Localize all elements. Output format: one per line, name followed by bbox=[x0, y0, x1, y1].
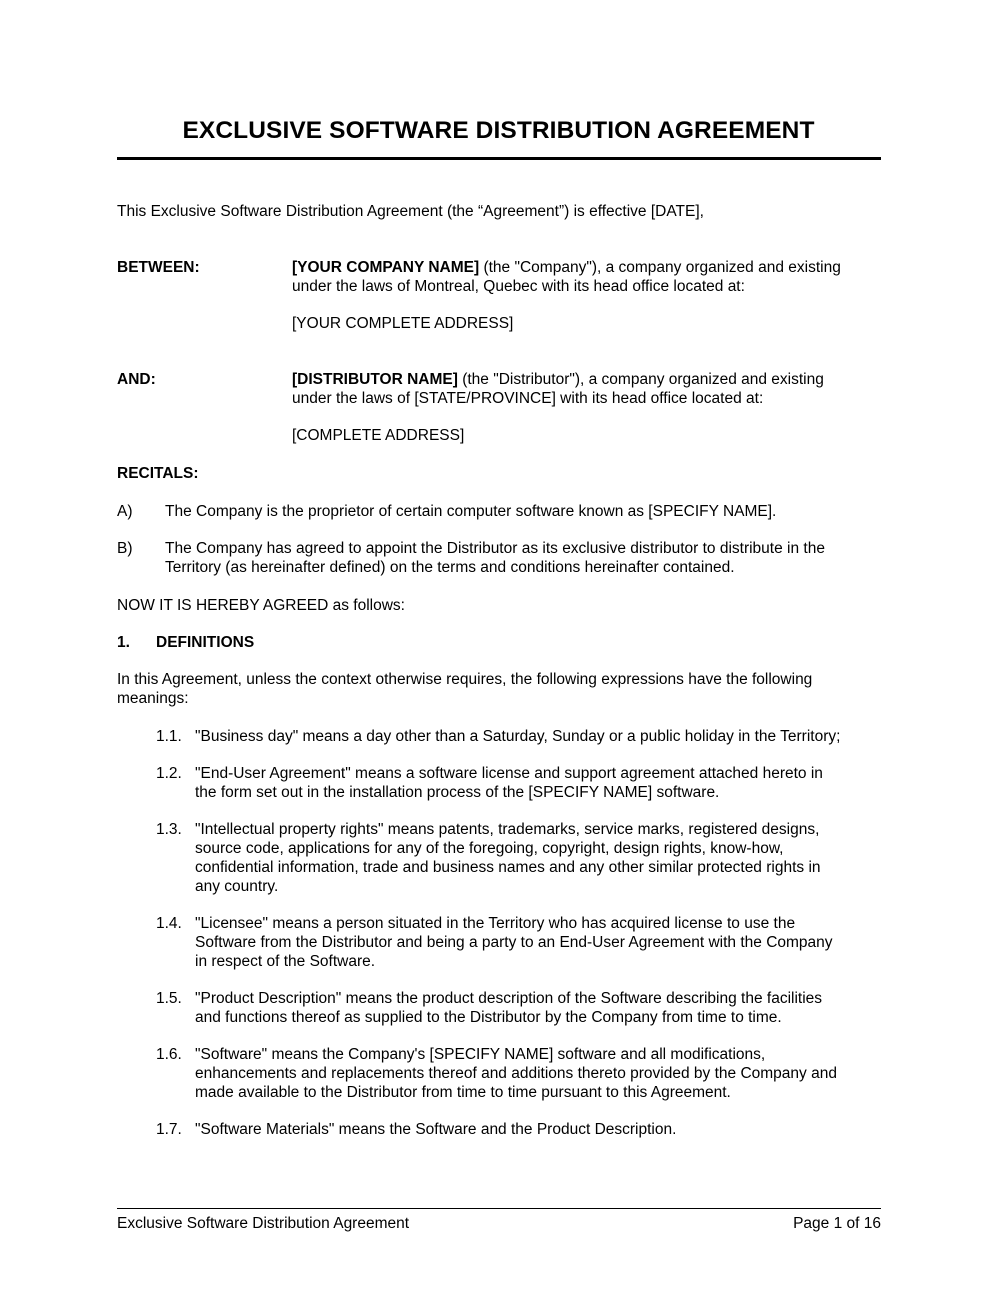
definition-number: 1.2. bbox=[156, 765, 182, 782]
definition-line: made available to the Distributor from time to time pursuant to this Agreement. bbox=[195, 1084, 731, 1101]
definition-line: "Business day" means a day other than a Saturday, Sunday or a public holiday in the Territory; bbox=[195, 728, 841, 745]
intro-paragraph: This Exclusive Software Distribution Agreement (the “Agreement”) is effective [DATE], bbox=[117, 203, 704, 220]
section-number: 1. bbox=[117, 634, 130, 651]
company-address: [YOUR COMPLETE ADDRESS] bbox=[292, 315, 514, 332]
definition-line: and functions thereof as supplied to the Distributor by the Company from time to time. bbox=[195, 1009, 782, 1026]
section-intro-line2: meanings: bbox=[117, 690, 189, 707]
and-label: AND: bbox=[117, 371, 156, 388]
between-label: BETWEEN: bbox=[117, 259, 200, 276]
definition-number: 1.5. bbox=[156, 990, 182, 1007]
recital-text-line1: The Company has agreed to appoint the Distributor as its exclusive distributor to distribute in the bbox=[165, 540, 825, 557]
footer-rule bbox=[117, 1208, 881, 1209]
distributor-address: [COMPLETE ADDRESS] bbox=[292, 427, 465, 444]
definition-number: 1.3. bbox=[156, 821, 182, 838]
distributor-party-rest: (the "Distributor"), a company organized and existing bbox=[457, 371, 824, 388]
definition-line: "End-User Agreement" means a software license and support agreement attached hereto in bbox=[195, 765, 823, 782]
definition-number: 1.6. bbox=[156, 1046, 182, 1063]
footer-document-name: Exclusive Software Distribution Agreement bbox=[117, 1215, 410, 1232]
company-party-rest: (the "Company"), a company organized and existing bbox=[479, 259, 841, 276]
company-party-line2: under the laws of Montreal, Quebec with its head office located at: bbox=[292, 278, 745, 295]
recital-letter: A) bbox=[117, 503, 133, 520]
definition-line: enhancements and replacements thereof and additions thereto provided by the Company and bbox=[195, 1065, 837, 1082]
definition-line: "Product Description" means the product description of the Software describing the facilities bbox=[195, 990, 823, 1007]
definition-line: in respect of the Software. bbox=[195, 953, 376, 970]
section-intro-line1: In this Agreement, unless the context otherwise requires, the following expressions have the following bbox=[117, 671, 813, 688]
document-title: EXCLUSIVE SOFTWARE DISTRIBUTION AGREEMENT bbox=[182, 117, 815, 144]
footer-page-number: Page 1 of 16 bbox=[793, 1215, 881, 1232]
definition-line: any country. bbox=[195, 878, 279, 895]
company-name: [YOUR COMPANY NAME] bbox=[292, 259, 480, 276]
distributor-name: [DISTRIBUTOR NAME] bbox=[292, 371, 458, 388]
definition-number: 1.4. bbox=[156, 915, 182, 932]
definition-line: "Licensee" means a person situated in the Territory who has acquired license to use the bbox=[195, 915, 796, 932]
definition-line: confidential information, trade and business names and any other similar protected rights in bbox=[195, 859, 821, 876]
definition-line: Software from the Distributor and being a party to an End-User Agreement with the Company bbox=[195, 934, 833, 951]
distributor-party-line2: under the laws of [STATE/PROVINCE] with its head office located at: bbox=[292, 390, 764, 407]
definition-line: "Intellectual property rights" means patents, trademarks, service marks, registered designs, bbox=[195, 821, 820, 838]
company-party-line1 bbox=[292, 258, 882, 277]
definition-line: source code, applications for any of the foregoing, copyright, design rights, know-how, bbox=[195, 840, 784, 857]
section-heading: DEFINITIONS bbox=[156, 634, 255, 651]
definition-line: "Software" means the Company's [SPECIFY NAME] software and all modifications, bbox=[195, 1046, 766, 1063]
definition-number: 1.7. bbox=[156, 1121, 182, 1138]
agreed-statement: NOW IT IS HEREBY AGREED as follows: bbox=[117, 597, 405, 614]
recital-text-line2: Territory (as hereinafter defined) on the terms and conditions hereinafter contained. bbox=[165, 559, 735, 576]
distributor-party-line1 bbox=[292, 370, 882, 389]
recitals-heading: RECITALS: bbox=[117, 465, 199, 482]
definition-line: "Software Materials" means the Software and the Product Description. bbox=[195, 1121, 677, 1138]
definition-line: the form set out in the installation process of the [SPECIFY NAME] software. bbox=[195, 784, 720, 801]
recital-letter: B) bbox=[117, 540, 133, 557]
recital-text: The Company is the proprietor of certain computer software known as [SPECIFY NAME]. bbox=[165, 503, 777, 520]
definition-number: 1.1. bbox=[156, 728, 182, 745]
title-underline bbox=[117, 157, 881, 160]
